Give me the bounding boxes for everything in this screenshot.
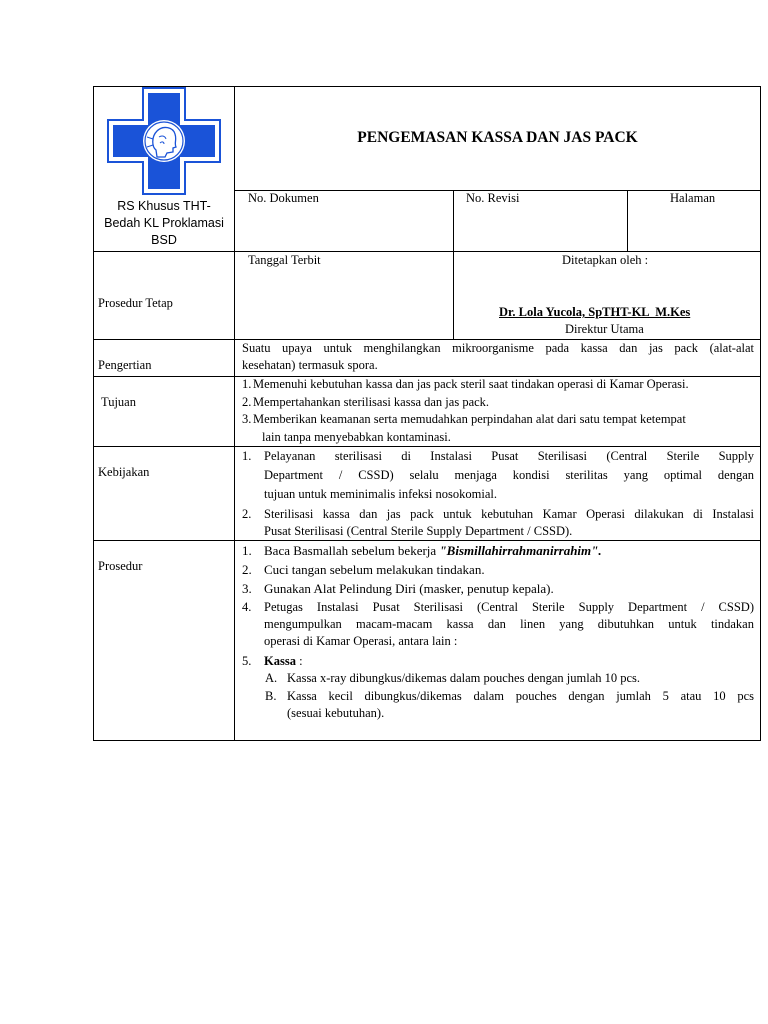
list-item: Cuci tangan sebelum melakukan tindakan.: [264, 562, 485, 577]
signatory-title: Direktur Utama: [565, 322, 644, 336]
list-item-number: 1.: [242, 377, 252, 391]
list-item-continued: lain tanpa menyebabkan kontaminasi.: [262, 430, 451, 444]
list-item: Mempertahankan sterilisasi kassa dan jas pack.: [253, 395, 490, 409]
sub-item-letter: A.: [265, 671, 278, 685]
list-item-number: 3.: [242, 412, 252, 426]
list-item-number: 1.: [242, 449, 252, 463]
list-item-continued: Department / CSSD) selalu menjaga kondisi sterilitas yang optimal dengan: [264, 468, 754, 482]
page-title: PENGEMASAN KASSA DAN JAS PACK: [357, 129, 638, 146]
sub-item-letter: B.: [265, 689, 277, 703]
medical-cross-logo-icon: [107, 87, 221, 195]
pengertian-label: Pengertian: [98, 358, 152, 372]
tanggal-terbit-label: Tanggal Terbit: [248, 253, 321, 267]
row-divider-doc: [93, 251, 761, 252]
tujuan-label: Tujuan: [101, 395, 136, 409]
kebijakan-label: Kebijakan: [98, 465, 150, 479]
hospital-name-line2: Bedah KL Proklamasi: [104, 216, 224, 230]
pengertian-line1: Suatu upaya untuk menghilangkan mikroorganisme pada kassa dan jas pack (alat-alat: [242, 341, 754, 355]
halaman-label: Halaman: [670, 191, 716, 205]
list-item-number: 2.: [242, 395, 252, 409]
list-item: Memenuhi kebutuhan kassa dan jas pack steril saat tindakan operasi di Kamar Operasi.: [253, 377, 689, 391]
hospital-name: [94, 198, 234, 249]
list-item: Pelayanan sterilisasi di Instalasi Pusat Sterilisasi (Central Sterile Supply: [264, 449, 754, 463]
sub-item-continued: (sesuai kebutuhan).: [287, 706, 385, 720]
list-item-continued: operasi di Kamar Operasi, antara lain :: [264, 634, 458, 648]
sub-item: Kassa kecil dibungkus/dikemas dalam pouches dengan jumlah 5 atau 10 pcs: [287, 689, 754, 703]
list-item-number: 2.: [242, 562, 252, 577]
hospital-logo: [107, 87, 221, 195]
list-item: Sterilisasi kassa dan jas pack untuk kebutuhan Kamar Operasi dilakukan di Instalasi: [264, 507, 754, 521]
basmallah-bold: "Bismillahirrahmanirrahim".: [439, 543, 602, 558]
row-divider-kebijakan: [93, 540, 761, 541]
table-border-left: [93, 86, 94, 741]
list-item-continued: Pusat Sterilisasi (Central Sterile Supply Department / CSSD).: [264, 524, 573, 538]
no-dokumen-label: No. Dokumen: [248, 191, 319, 205]
list-item-continued: tujuan untuk meminimalis infeksi nosokomial.: [264, 487, 497, 501]
signatory-name: Dr. Lola Yucola, SpTHT-KL M.Kes: [499, 305, 691, 319]
list-item: Memberikan keamanan serta memudahkan perpindahan alat dari satu tempat ketempat: [253, 412, 686, 426]
hospital-name-line1: RS Khusus THT-: [117, 199, 211, 213]
column-divider: [234, 86, 235, 741]
table-border-right: [760, 86, 761, 741]
list-item-number: 5.: [242, 654, 252, 668]
basmallah-text: Baca Basmallah sebelum bekerja: [264, 543, 440, 558]
no-revisi-label: No. Revisi: [466, 191, 520, 205]
list-item-number: 2.: [242, 507, 252, 521]
pengertian-line2: kesehatan) termasuk spora.: [242, 358, 378, 372]
list-item: Gunakan Alat Pelindung Diri (masker, penutup kepala).: [264, 581, 554, 596]
list-item: [264, 542, 602, 559]
list-item: Petugas Instalasi Pusat Sterilisasi (Central Sterile Supply Department / CSSD): [264, 600, 754, 614]
hospital-name-line3: BSD: [151, 233, 177, 247]
divider-revisi-halaman: [627, 190, 628, 252]
table-border-bottom: [93, 740, 761, 741]
list-item-number: 3.: [242, 581, 252, 596]
list-item-continued: mengumpulkan macam-macam kassa dan linen yang dibutuhkan untuk tindakan: [264, 617, 754, 631]
kassa-colon: :: [295, 654, 303, 668]
ditetapkan-oleh-label: Ditetapkan oleh :: [562, 253, 649, 267]
list-item: [264, 653, 303, 670]
divider-dokumen-revisi: [453, 190, 454, 340]
prosedur-label: Prosedur: [98, 559, 143, 573]
list-item-number: 4.: [242, 600, 252, 614]
kassa-heading: Kassa: [264, 654, 296, 668]
prosedur-tetap-label: Prosedur Tetap: [98, 296, 173, 310]
row-divider-tujuan: [93, 446, 761, 447]
sub-item: Kassa x-ray dibungkus/dikemas dalam pouches dengan jumlah 10 pcs.: [287, 671, 641, 685]
list-item-number: 1.: [242, 543, 252, 558]
